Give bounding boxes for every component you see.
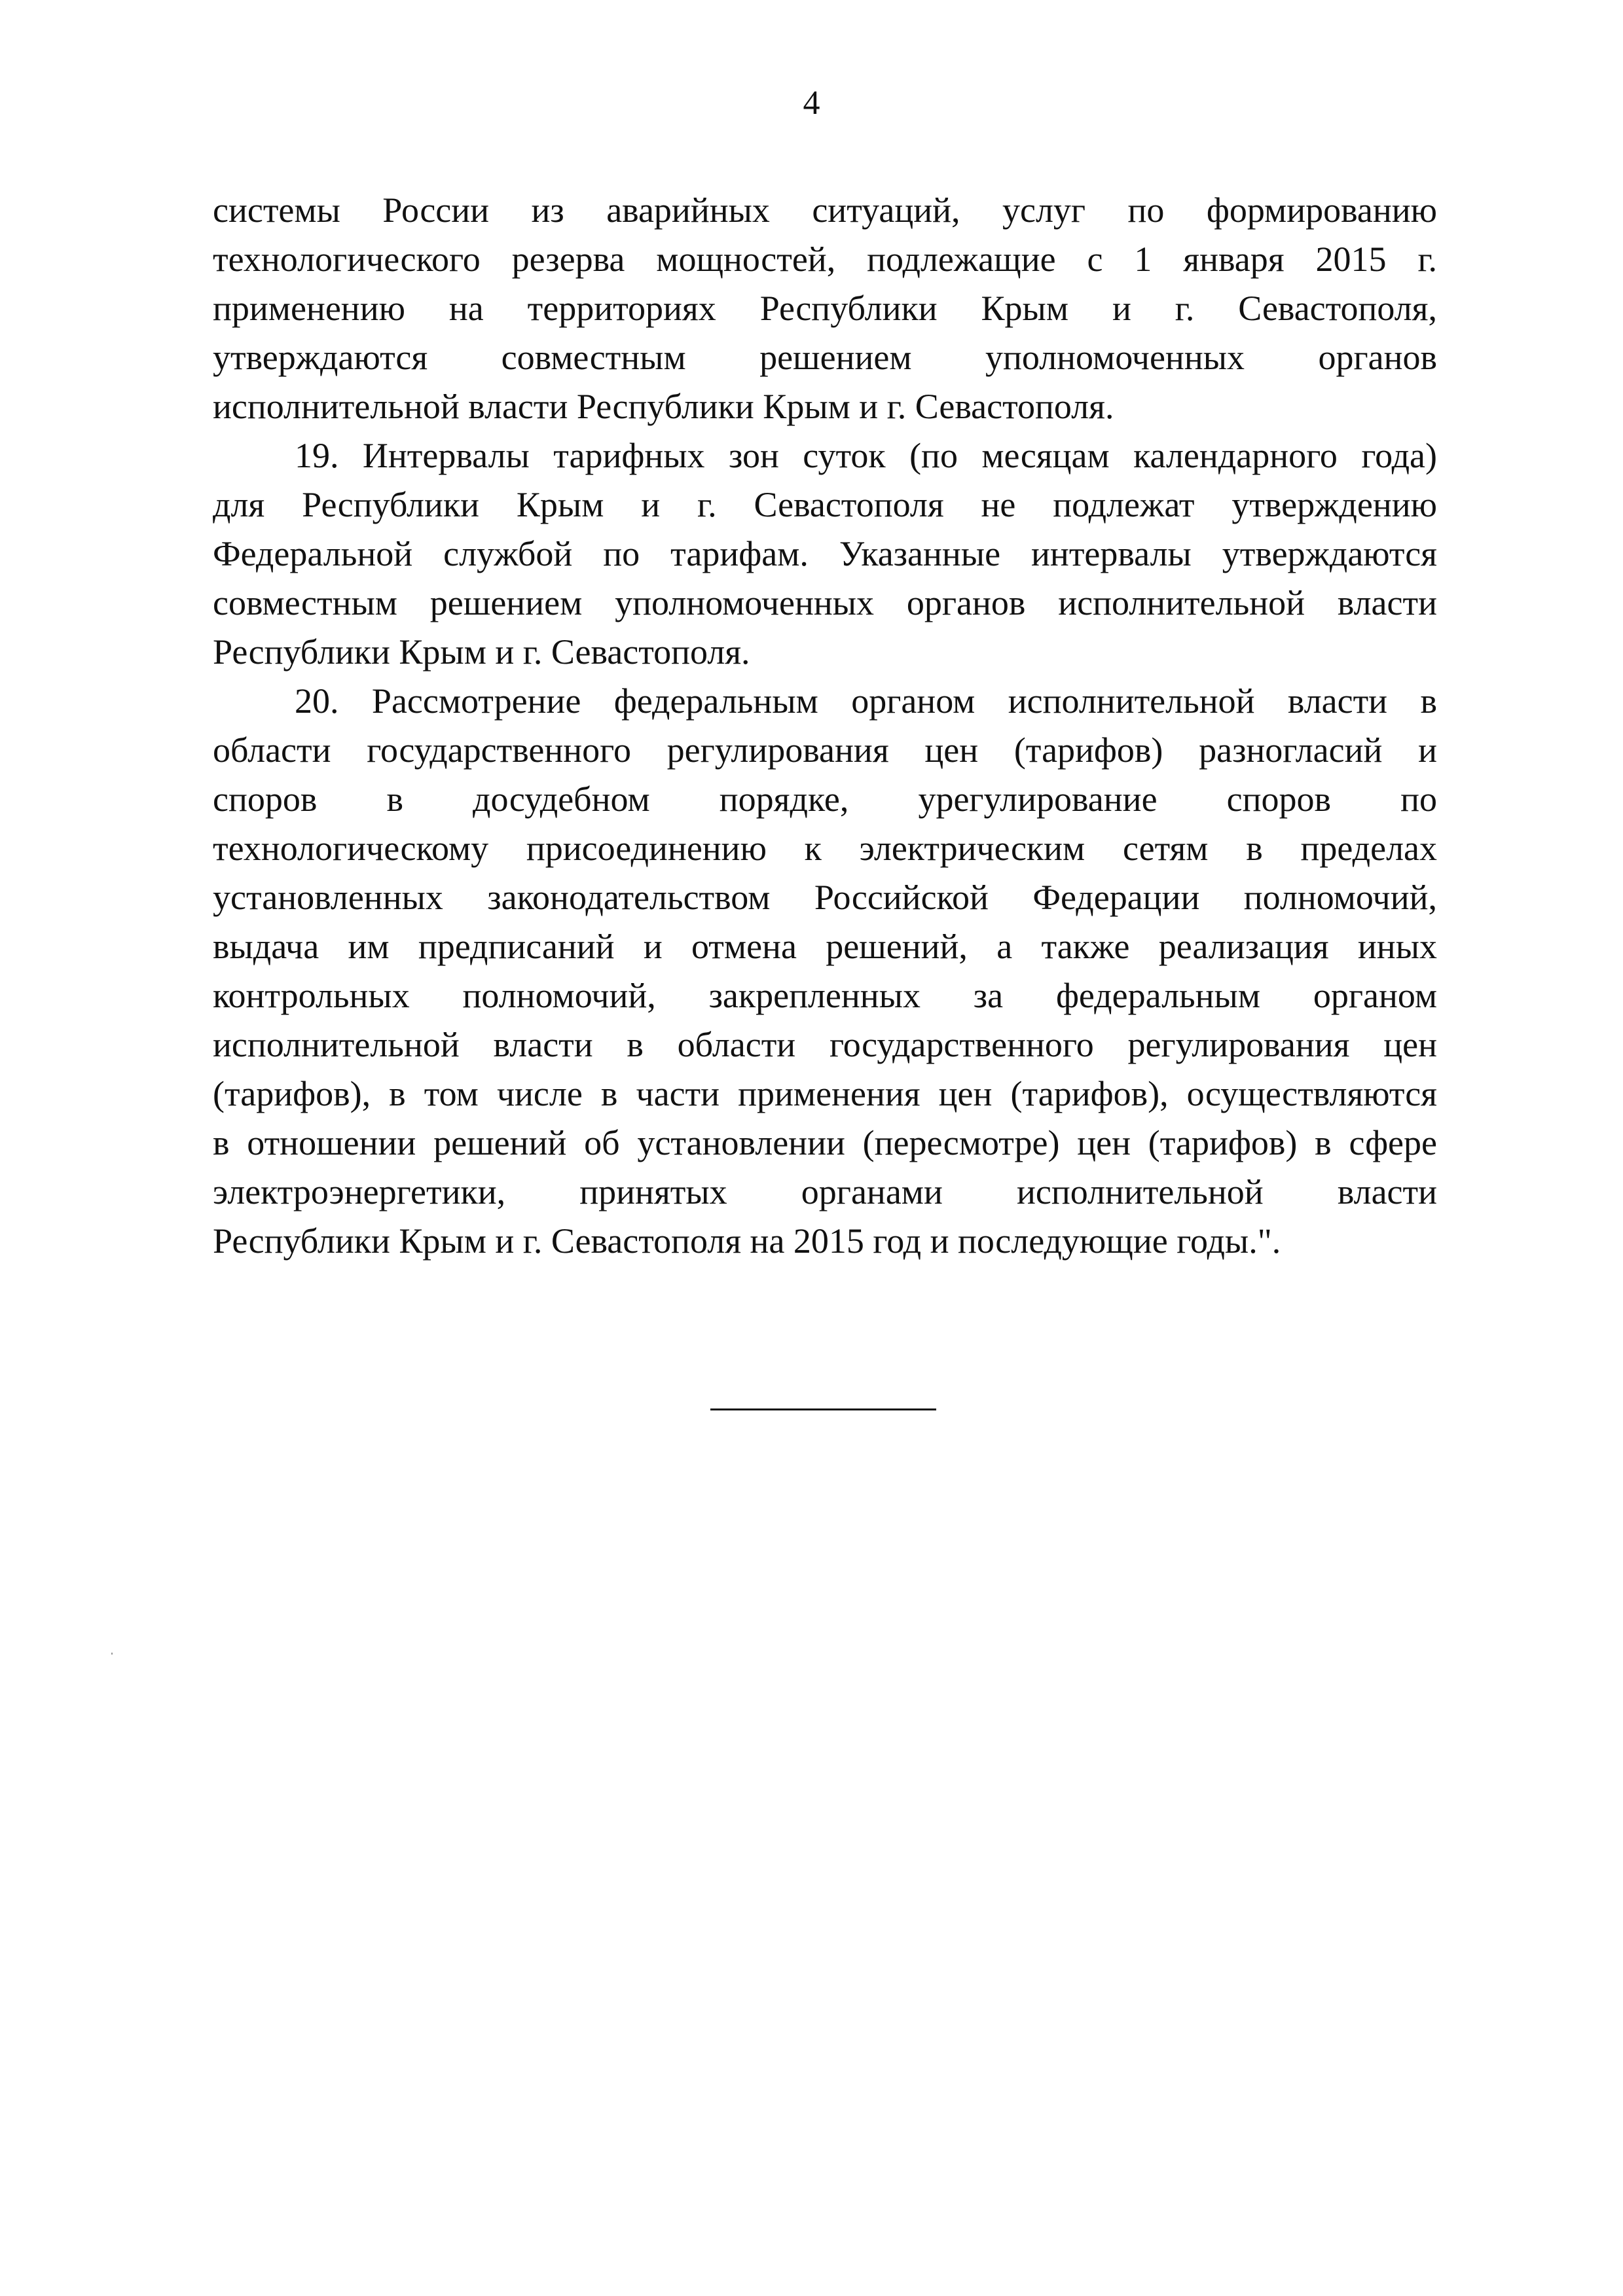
- text-line: утверждаются совместным решением уполномоченных органов: [213, 338, 1437, 377]
- text-line: 19. Интервалы тарифных зон суток (по месяцам календарного года): [295, 436, 1437, 475]
- text-line: технологического резерва мощностей, подлежащие с 1 января 2015 г.: [213, 240, 1437, 279]
- text-line: (тарифов), в том числе в части применения цен (тарифов), осуществляются: [213, 1074, 1437, 1113]
- text-line: для Республики Крым и г. Севастополя не подлежат утверждению: [213, 485, 1437, 524]
- text-line: выдача им предписаний и отмена решений, а также реализация иных: [213, 927, 1437, 966]
- paragraph-continuation: [213, 186, 1437, 431]
- page-number: 4: [803, 84, 820, 122]
- text-line: области государственного регулирования цен (тарифов) разногласий и: [213, 730, 1437, 770]
- text-line: исполнительной власти Республики Крым и г. Севастополя.: [213, 387, 1114, 426]
- document-body: [213, 186, 1437, 1266]
- text-line: исполнительной власти в области государственного регулирования цен: [213, 1025, 1437, 1064]
- text-line: контрольных полномочий, закрепленных за федеральным органом: [213, 976, 1437, 1015]
- text-line: применению на территориях Республики Крым и г. Севастополя,: [213, 289, 1437, 328]
- text-line: совместным решением уполномоченных органов исполнительной власти: [213, 583, 1437, 622]
- text-line: системы России из аварийных ситуаций, услуг по формированию: [213, 190, 1437, 230]
- text-line: установленных законодательством Российской Федерации полномочий,: [213, 878, 1437, 917]
- text-line: в отношении решений об установлении (пересмотре) цен (тарифов) в сфере: [213, 1123, 1437, 1162]
- text-line: Федеральной службой по тарифам. Указанные интервалы утверждаются: [213, 534, 1437, 573]
- text-line: Республики Крым и г. Севастополя.: [213, 632, 750, 672]
- paragraph-item-19: [213, 431, 1437, 677]
- text-line: споров в досудебном порядке, урегулирование споров по: [213, 780, 1437, 819]
- end-of-document-rule: [710, 1408, 936, 1410]
- text-line: технологическому присоединению к электрическим сетям в пределах: [213, 829, 1437, 868]
- text-line: электроэнергетики, принятых органами исполнительной власти: [213, 1172, 1437, 1211]
- text-line: 20. Рассмотрение федеральным органом исполнительной власти в: [295, 681, 1437, 721]
- paragraph-item-20: [213, 677, 1437, 1266]
- text-line: Республики Крым и г. Севастополя на 2015 год и последующие годы.".: [213, 1221, 1281, 1261]
- scan-speck: [111, 1653, 113, 1655]
